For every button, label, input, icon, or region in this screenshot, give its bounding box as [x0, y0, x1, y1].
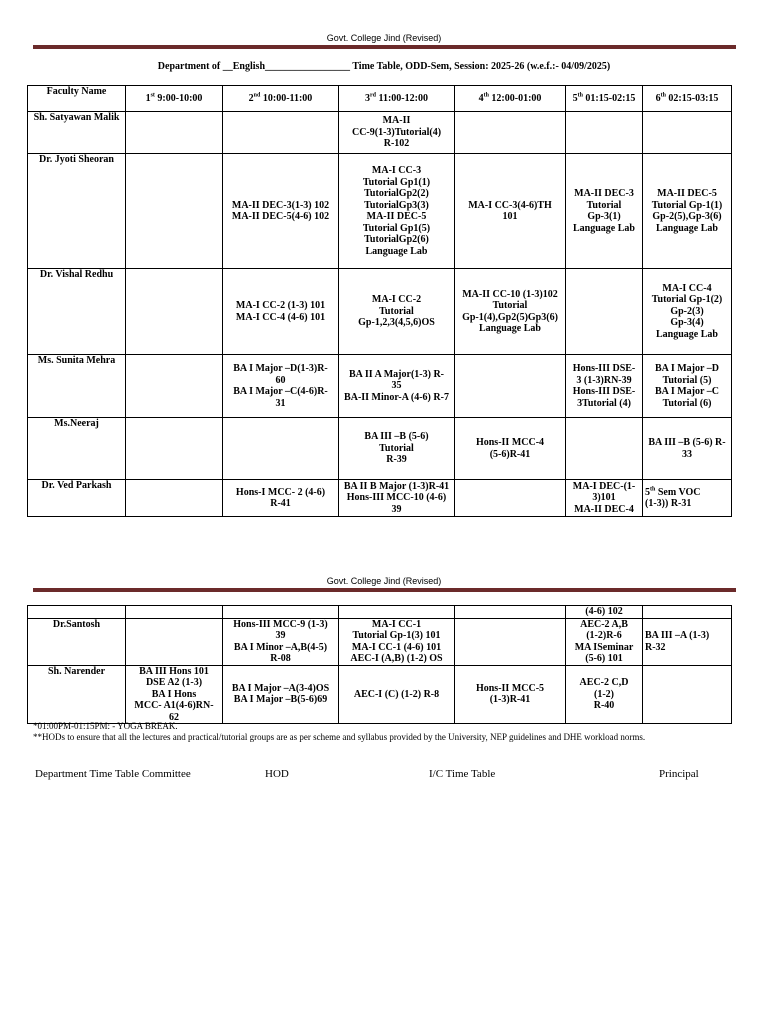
cell-line: BA I Minor –A,B(4-5) [233, 641, 328, 653]
schedule-cell [339, 665, 455, 724]
schedule-cell [643, 480, 732, 517]
cell-line: 101 [502, 211, 518, 222]
schedule-cell [126, 480, 223, 517]
schedule-cell [126, 269, 223, 355]
yoga-break-note: *01:00PM-01:15PM: - YOGA BREAK. [33, 721, 178, 731]
schedule-cell [643, 418, 732, 480]
cell-line: MA-I DEC-(1- [572, 480, 636, 492]
timetable-header-row [28, 86, 732, 112]
schedule-cell [223, 665, 339, 724]
schedule-cell [455, 418, 566, 480]
principal-signature: Principal [659, 768, 699, 780]
hod-signature: HOD [265, 768, 289, 780]
cell-line: Language Lab [656, 222, 718, 234]
cell-line: Tutorial [492, 300, 528, 311]
cell-line: (1-2) [594, 688, 614, 700]
cell-line: MA-II DEC-5 [657, 188, 717, 199]
cell-line: Hons-II MCC-4 [475, 437, 545, 448]
cell-line: Language Lab [573, 222, 635, 234]
faculty-name: Dr.Santosh [28, 618, 126, 665]
cell-line: (5-6)R-41 [489, 448, 531, 460]
schedule-cell [643, 606, 732, 619]
cell-line: BA III –B (5-6) R- [648, 437, 726, 448]
schedule-cell [126, 665, 223, 724]
schedule-cell [455, 154, 566, 269]
faculty-name: Sh. Satyawan Malik [28, 112, 126, 154]
cell-line: (4-6) 102 [585, 606, 623, 617]
cell-line: MA-I CC-1 (4-6) 101 [351, 641, 442, 653]
schedule-cell [643, 665, 732, 724]
timetable-page-2 [27, 605, 732, 724]
schedule-cell [126, 154, 223, 269]
cell-line: MA-I CC-3(4-6)TH [468, 199, 552, 211]
cell-line: Language Lab [656, 328, 718, 340]
cell-line: 3)101 [592, 492, 616, 504]
faculty-name [28, 606, 126, 619]
cell-line: Hons-III MCC-9 (1-3) [233, 618, 328, 630]
cell-line: TutorialGp2(6) [364, 234, 429, 245]
schedule-cell [455, 618, 566, 665]
schedule-cell [566, 112, 643, 154]
cell-line: Language Lab [479, 323, 541, 334]
cell-line: BA I Major –A(3-4)OS [231, 682, 330, 694]
schedule-cell [223, 154, 339, 269]
cell-line: AEC-2 A,B [580, 618, 628, 630]
schedule-cell [566, 418, 643, 480]
period-header: 6th 02:15-03:15 [643, 86, 732, 112]
cell-line: Tutorial Gp1(5) [362, 222, 431, 234]
cell-line: R-39 [386, 454, 407, 466]
schedule-cell [566, 665, 643, 724]
cell-line: BA I Major –D(1-3)R- [233, 363, 328, 374]
cell-line: R-32 [645, 641, 666, 653]
hod-note: **HODs to ensure that all the lectures and practical/tutorial groups are as per scheme and syllabus provided by the University, NEP guidelines and DHE workload norms. [33, 732, 646, 742]
college-header-page-2: Govt. College Jind (Revised) [326, 576, 442, 586]
faculty-row [28, 112, 732, 154]
ic-signature: I/C Time Table [429, 768, 496, 780]
cell-line: BA-II Minor-A (4-6) R-7 [344, 391, 449, 403]
schedule-cell [566, 355, 643, 418]
schedule-cell [126, 418, 223, 480]
schedule-cell [126, 112, 223, 154]
cell-line: Tutorial Gp-1(2) [651, 294, 723, 306]
cell-line: (1-2)R-6 [586, 630, 622, 641]
cell-line: DSE A2 (1-3) [145, 677, 203, 688]
cell-line: AEC-I (C) (1-2) R-8 [353, 688, 440, 700]
schedule-cell [566, 618, 643, 665]
timetable-page-1 [27, 85, 732, 517]
cell-line: 5th Sem VOC [645, 486, 701, 498]
cell-line: MA-I CC-2 (1-3) 101 [235, 300, 326, 311]
schedule-cell [339, 355, 455, 418]
cell-line: MA-II CC-10 (1-3)102 [462, 288, 558, 300]
schedule-cell [455, 606, 566, 619]
cell-line: BA I Major –B(5-6)69 [233, 694, 328, 706]
cell-line: Tutorial [379, 442, 414, 454]
cell-line: MA-II DEC-3 [574, 188, 634, 199]
cell-line: 33 [682, 448, 692, 460]
faculty-row [28, 480, 732, 517]
schedule-cell [643, 618, 732, 665]
cell-line: AEC-2 C,D [579, 677, 629, 688]
cell-line: TutorialGp2(2) [364, 188, 429, 199]
cell-line: MA ISeminar [574, 641, 634, 653]
faculty-name: Dr. Ved Parkash [28, 480, 126, 517]
faculty-name: Sh. Narender [28, 665, 126, 724]
cell-line: BA III –B (5-6) [364, 431, 429, 443]
cell-line: MA-II DEC-5 [366, 211, 427, 222]
cell-line: MA-I CC-3 [371, 165, 422, 176]
header-rule-page-2 [33, 588, 736, 592]
cell-line: Hons-III DSE- [572, 386, 636, 397]
period-header: 5th 01:15-02:15 [566, 86, 643, 112]
committee-signature: Department Time Table Committee [35, 768, 191, 780]
period-header: 3rd 11:00-12:00 [339, 86, 455, 112]
cell-line: (1-3)) R-31 [645, 498, 692, 509]
cell-line: Tutorial [586, 199, 622, 211]
cell-line: R-102 [383, 138, 410, 150]
schedule-cell [643, 154, 732, 269]
faculty-row [28, 355, 732, 418]
schedule-cell [223, 112, 339, 154]
period-header: 4th 12:00-01:00 [455, 86, 566, 112]
schedule-cell [223, 606, 339, 619]
cell-line: 3 (1-3)RN-39 [576, 374, 632, 386]
cell-line: Gp-3(1) [587, 211, 621, 222]
cell-line: Gp-2(5),Gp-3(6) [652, 211, 722, 222]
page-title: Department of __English_________________ Time Table, ODD-Sem, Session: 2025-26 (w.e.f.:- 04/09/2025) [157, 61, 611, 72]
faculty-name: Dr. Vishal Redhu [28, 269, 126, 355]
cell-line: Tutorial Gp1(1) [362, 176, 431, 188]
schedule-cell [339, 269, 455, 355]
cell-line: MA-I CC-1 [371, 618, 422, 630]
cell-line: BA I Major –C [655, 386, 719, 397]
cell-line: 31 [275, 397, 286, 409]
cell-line: 62 [169, 711, 179, 723]
faculty-row [28, 606, 732, 619]
schedule-cell [339, 618, 455, 665]
cell-line: Tutorial (6) [662, 397, 712, 409]
schedule-cell [223, 480, 339, 517]
cell-line: Gp-2(3) [670, 305, 704, 317]
schedule-cell [126, 606, 223, 619]
schedule-cell [339, 480, 455, 517]
schedule-cell [566, 480, 643, 517]
schedule-cell [566, 606, 643, 619]
cell-line: Gp-1(4),Gp2(5)Gp3(6) [462, 311, 558, 323]
schedule-cell [643, 269, 732, 355]
cell-line: MA-II [382, 115, 411, 127]
cell-line: AEC-I (A,B) (1-2) OS [350, 653, 443, 664]
college-header: Govt. College Jind (Revised) [326, 33, 442, 43]
schedule-cell [455, 665, 566, 724]
cell-line: BA II A Major(1-3) R- [349, 368, 444, 380]
cell-line: MA-II DEC-3(1-3) 102 [231, 199, 330, 211]
cell-line: R-40 [593, 700, 615, 711]
schedule-cell [455, 112, 566, 154]
schedule-cell [455, 480, 566, 517]
schedule-cell [223, 418, 339, 480]
cell-line: MA-I CC-4 [662, 282, 712, 294]
faculty-row [28, 418, 732, 480]
cell-line: Tutorial (5) [662, 374, 712, 386]
schedule-cell [455, 355, 566, 418]
cell-line: 39 [275, 630, 286, 641]
cell-line: (5-6) 101 [585, 653, 623, 664]
cell-line: Hons-III MCC-10 (4-6) [346, 492, 447, 504]
cell-line: Gp-3(4) [670, 317, 704, 329]
cell-line: Hons-III DSE- [572, 363, 636, 374]
cell-line: Gp-1,2,3(4,5,6)OS [358, 317, 435, 329]
faculty-name: Dr. Jyoti Sheoran [28, 154, 126, 269]
schedule-cell [339, 154, 455, 269]
header-rule [33, 45, 736, 49]
faculty-row [28, 665, 732, 724]
cell-line: TutorialGp3(3) [364, 199, 429, 211]
cell-line: BA I Major –D [655, 363, 719, 374]
schedule-cell [223, 269, 339, 355]
cell-line: 39 [391, 503, 402, 515]
cell-line: Tutorial Gp-1(3) 101 [352, 630, 441, 641]
cell-line: 60 [275, 374, 286, 386]
cell-line: Language Lab [365, 245, 428, 257]
schedule-cell [643, 112, 732, 154]
faculty-row [28, 154, 732, 269]
schedule-cell [566, 269, 643, 355]
period-header: 2nd 10:00-11:00 [223, 86, 339, 112]
schedule-cell [223, 355, 339, 418]
cell-line: Hons-II MCC-5 [475, 682, 545, 694]
cell-line: 3Tutorial (4) [577, 397, 631, 409]
cell-line: BA III –A (1-3) [645, 630, 710, 641]
cell-line: R-08 [270, 653, 291, 664]
faculty-name: Ms.Neeraj [28, 418, 126, 480]
cell-line: Tutorial Gp-1(1) [651, 199, 723, 211]
cell-line: CC-9(1-3)Tutorial(4) [351, 126, 442, 138]
cell-line: Hons-I MCC- 2 (4-6) [235, 486, 326, 498]
faculty-name: Ms. Sunita Mehra [28, 355, 126, 418]
schedule-cell [339, 418, 455, 480]
schedule-cell [339, 112, 455, 154]
cell-line: MA-I CC-4 (4-6) 101 [235, 311, 326, 323]
faculty-row [28, 269, 732, 355]
schedule-cell [126, 618, 223, 665]
faculty-header: Faculty Name [28, 86, 126, 112]
faculty-row [28, 618, 732, 665]
cell-line: MA-II DEC-5(4-6) 102 [231, 211, 330, 222]
schedule-cell [566, 154, 643, 269]
schedule-cell [223, 618, 339, 665]
cell-line: Tutorial [379, 305, 414, 317]
cell-line: BA II B Major (1-3)R-41 [343, 480, 450, 492]
schedule-cell [126, 355, 223, 418]
cell-line: (1-3)R-41 [489, 694, 531, 706]
cell-line: R-41 [270, 498, 291, 509]
cell-line: BA III Hons 101 [139, 665, 209, 677]
cell-line: MA-II DEC-4 [574, 503, 634, 515]
period-header: 1st 9:00-10:00 [126, 86, 223, 112]
cell-line: MCC- A1(4-6)RN- [134, 700, 214, 711]
cell-line: BA I Major –C(4-6)R- [233, 386, 328, 397]
cell-line: 35 [391, 380, 402, 392]
schedule-cell [339, 606, 455, 619]
cell-line: BA I Hons [151, 688, 197, 700]
schedule-cell [455, 269, 566, 355]
cell-line: MA-I CC-2 [371, 294, 422, 306]
schedule-cell [643, 355, 732, 418]
